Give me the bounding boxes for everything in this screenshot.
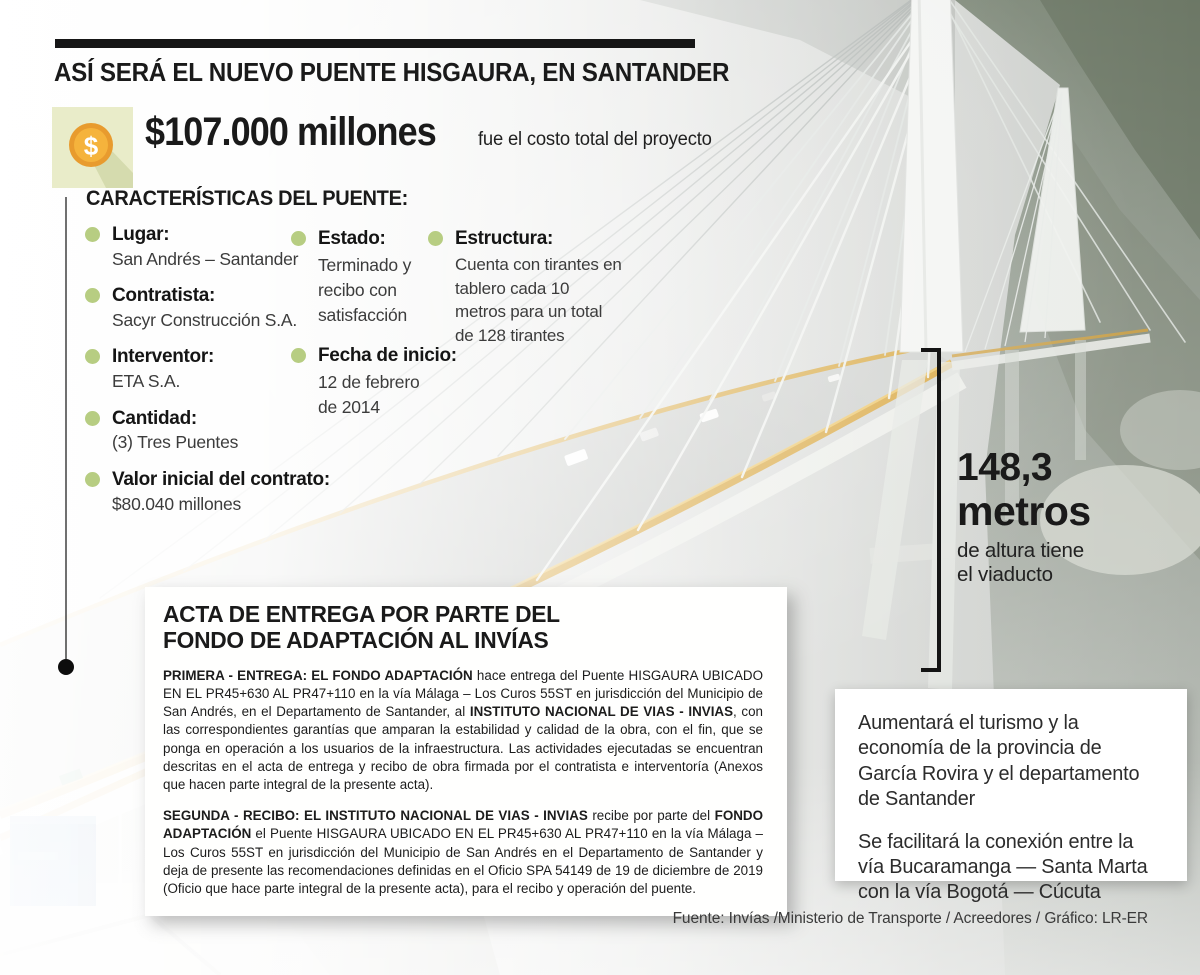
caracteristica-item-interventor: Interventor: ETA S.A.	[85, 346, 330, 392]
caracteristica-item-lugar: Lugar: San Andrés – Santander	[85, 224, 330, 270]
svg-text:$: $	[83, 131, 99, 161]
bullet-icon	[85, 227, 100, 242]
caracteristica-item-estructura: Estructura: Cuenta con tirantes en tablero cada 10 metros para un total de 128 tirantes	[428, 228, 623, 348]
height-value: 148,3	[957, 446, 1053, 489]
caracteristicas-heading: CARACTERÍSTICAS DEL PUENTE:	[86, 186, 409, 210]
title-rule	[55, 39, 695, 48]
bullet-icon	[85, 288, 100, 303]
cost-caption: fue el costo total del proyecto	[478, 129, 712, 150]
source-credit: Fuente: Invías /Ministerio de Transporte / Acreedores / Gráfico: LR-ER	[672, 910, 1148, 927]
bullet-icon	[428, 231, 443, 246]
acta-paragraph-segunda: SEGUNDA - RECIBO: EL INSTITUTO NACIONAL DE VIAS - INVIAS recibe por parte del FONDO ADAPTACIÓN el Puente HISGAURA UBICADO EN EL PR45+630 AL PR47+110 en la vía Málaga – Los Curos 55ST en jurisdicción del Municipio de San Andrés en el Departamento de Santander y deja de presente las recomendaciones definidas en el Oficio SPA 54149 de 19 de diciembre de 2019 (Oficio que hace parte integral de la presente acta), para el recibo y operación del puente.	[163, 808, 763, 897]
benefit-tourism: Aumentará el turismo y la economía de la provincia de García Rovira y el departamento de Santander	[858, 711, 1140, 811]
height-unit: metros	[957, 488, 1091, 534]
acta-document-box	[145, 587, 787, 916]
height-caption: de altura tiene el viaducto	[957, 539, 1084, 587]
bullet-icon	[291, 231, 306, 246]
benefit-connection: Se facilitará la conexión entre la vía Bucaramanga — Santa Marta con la vía Bogotá — Cúcuta	[858, 829, 1148, 904]
cost-callout	[145, 110, 719, 155]
dollar-coin-icon	[52, 107, 133, 188]
height-callout	[957, 448, 1091, 587]
bullet-icon	[85, 349, 100, 364]
acta-title: ACTA DE ENTREGA POR PARTE DEL FONDO DE ADAPTACIÓN AL INVÍAS	[163, 601, 560, 654]
benefits-box	[835, 689, 1187, 904]
acta-paragraph-primera: PRIMERA - ENTREGA: EL FONDO ADAPTACIÓN hace entrega del Puente HISGAURA UBICADO EN EL PR45+630 AL PR47+110 en la vía Málaga – Los Curos 55ST en jurisdicción del Municipio de San Andrés, en el Departamento de Santander, al INSTITUTO NACIONAL DE VIAS - INVIAS, con las correspondientes garantías que amparan la estabilidad y calidad de la obra, con el fin, que se ponga en operación a los usuarios de la infraestructura. Las actividades ejecutadas se encuentran descritas en el acta de entrega y recibo de obra firmada por el contratista e interventoría (Anexos que hacen parte integral de la presente acta).	[163, 667, 763, 792]
bullet-icon	[85, 472, 100, 487]
caracteristica-item-estado: Estado: Terminado y recibo con satisfacción	[291, 228, 457, 327]
page-title: ASÍ SERÁ EL NUEVO PUENTE HISGAURA, EN SANTANDER	[54, 57, 730, 87]
bullet-icon	[85, 411, 100, 426]
caracteristica-item-cantidad: Cantidad: (3) Tres Puentes	[85, 408, 330, 454]
caracteristicas-column-3	[428, 228, 623, 363]
caracteristica-item-fecha-inicio: Fecha de inicio: 12 de febrero de 2014	[291, 345, 457, 420]
caracteristica-item-valor-inicial: Valor inicial del contrato: $80.040 millones	[85, 469, 330, 515]
caracteristica-item-contratista: Contratista: Sacyr Construcción S.A.	[85, 285, 330, 331]
bullet-icon	[291, 348, 306, 363]
cost-amount: $107.000 millones	[145, 110, 436, 154]
